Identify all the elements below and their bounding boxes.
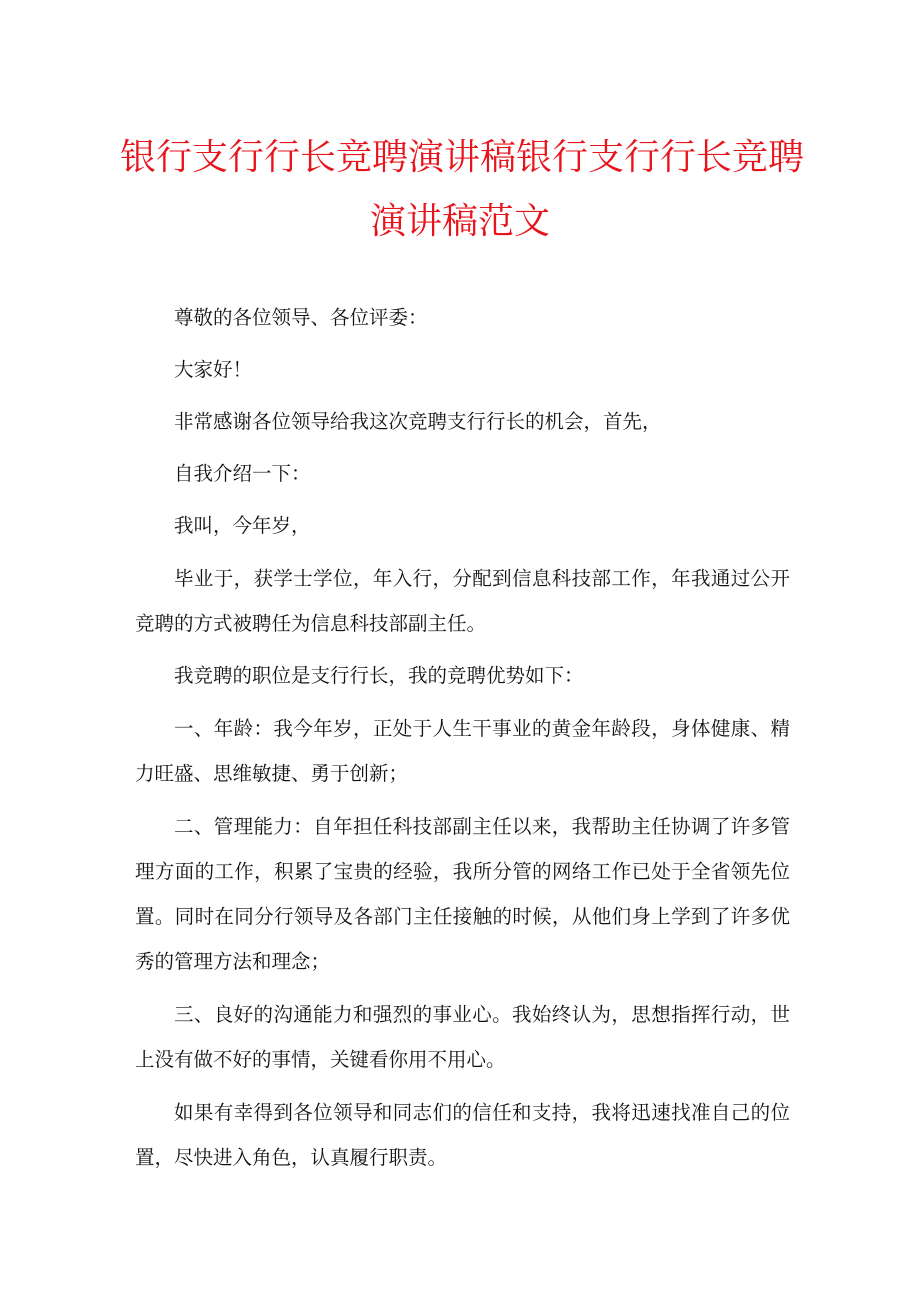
paragraph-advantage-management: 二、管理能力：自年担任科技部副主任以来，我帮助主任协调了许多管理方面的工作，积累了宝贵的经验，我所分管的网络工作已处于全省领先位置。同时在同分行领导及各部门主任接触的时候，从他们身上学到了许多优秀的管理方法和理念； [135, 815, 790, 973]
paragraph-name-age: 我叫，今年岁， [174, 514, 311, 537]
title-line-2: 演讲稿范文 [369, 201, 550, 242]
paragraph-education: 毕业于，获学士学位，年入行，分配到信息科技部工作，年我通过公开竞聘的方式被聘任为信息科技部副主任。 [135, 567, 790, 635]
paragraph-position: 我竞聘的职位是支行行长，我的竞聘优势如下： [174, 664, 584, 687]
document-title [120, 126, 805, 254]
paragraph-advantage-communication: 三、良好的沟通能力和强烈的事业心。我始终认为，思想指挥行动，世上没有做不好的事情，关键看你用不用心。 [135, 1003, 790, 1071]
paragraph-commitment: 如果有幸得到各位领导和同志们的信任和支持，我将迅速找准自己的位置，尽快进入角色，认真履行职责。 [135, 1101, 790, 1169]
paragraph-advantage-age: 一、年龄：我今年岁，正处于人生干事业的黄金年龄段，身体健康、精力旺盛、思维敏捷、勇于创新； [135, 717, 790, 785]
document-body [135, 296, 790, 1188]
title-line-1: 银行支行行长竞聘演讲稿银行支行行长竞聘 [120, 137, 805, 178]
paragraph-self-intro: 自我介绍一下： [174, 462, 311, 485]
paragraph-salutation: 尊敬的各位领导、各位评委： [174, 306, 428, 329]
paragraph-greeting: 大家好！ [174, 358, 253, 381]
paragraph-thanks: 非常感谢各位领导给我这次竞聘支行行长的机会，首先， [174, 410, 662, 433]
